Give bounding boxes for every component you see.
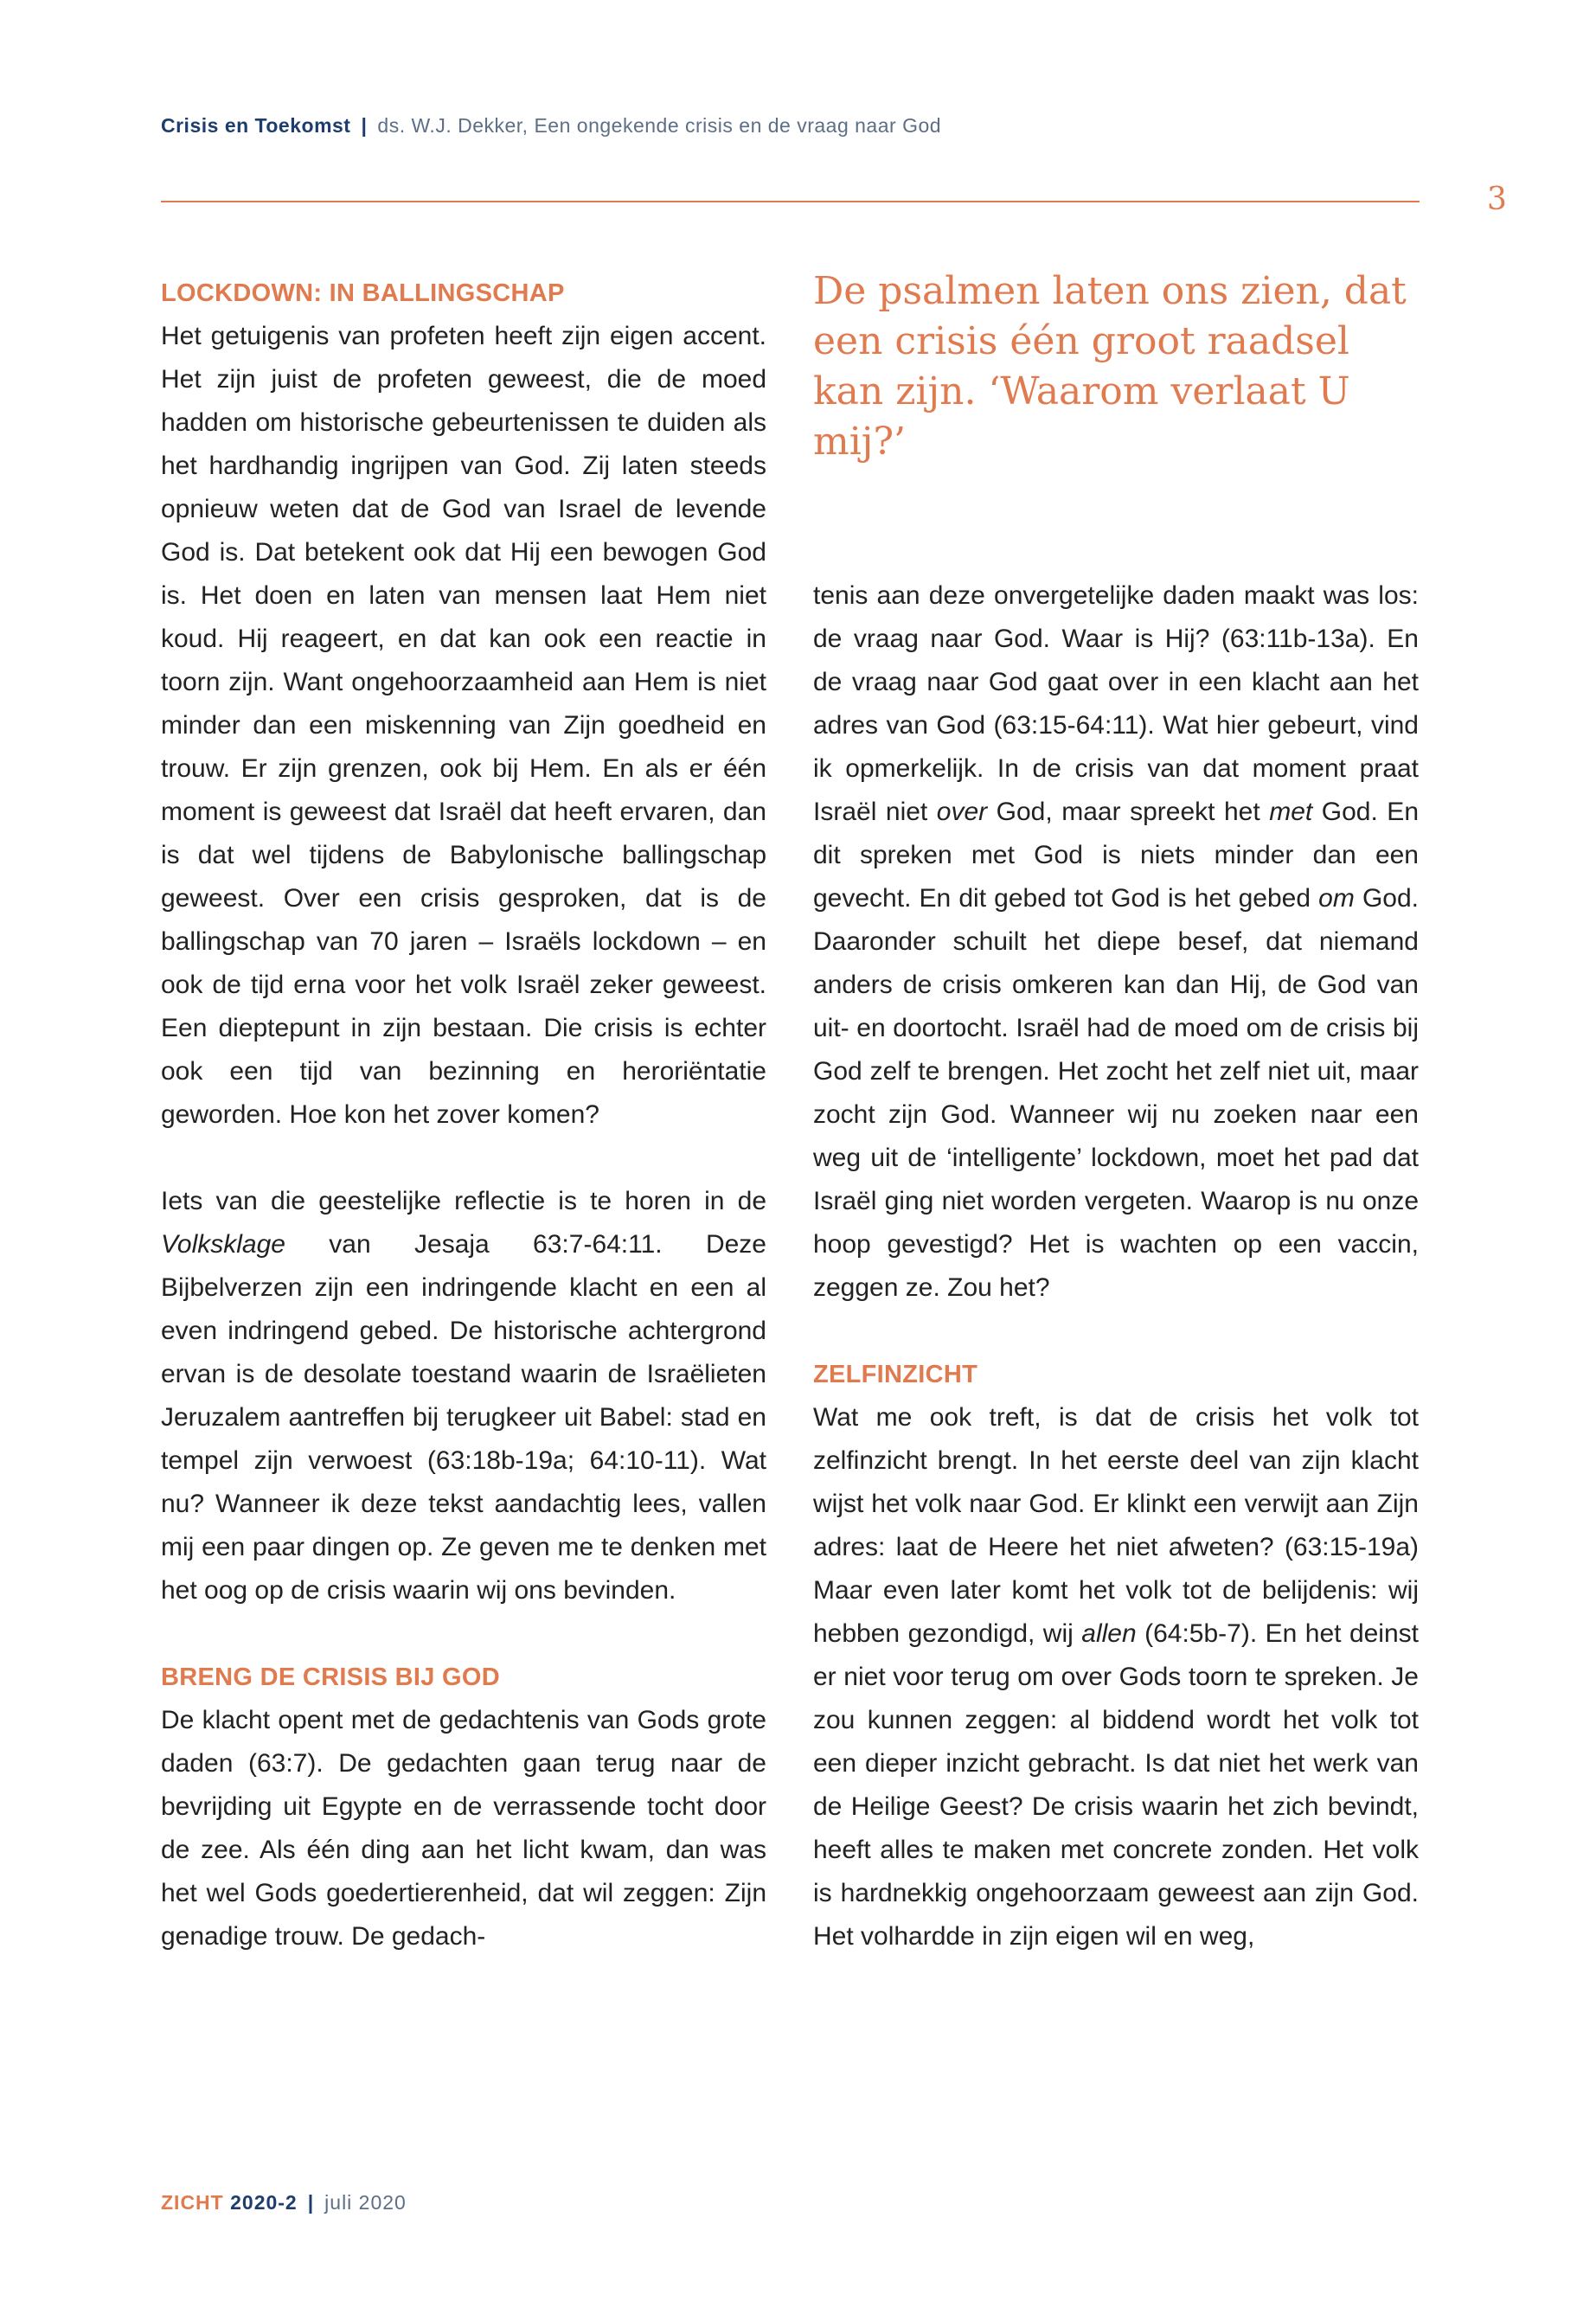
gedachtenis-part3: God. En dit spreken met God is niets minder dan een gevecht. En dit gebed tot God is het gebed (813, 798, 1420, 913)
paragraph-zelfinzicht (813, 1396, 1419, 1958)
issue-date: juli 2020 (324, 2191, 407, 2214)
left-column (161, 272, 766, 1958)
om-emphasis: om (1318, 884, 1355, 913)
running-header (161, 114, 941, 138)
section-gap (813, 1310, 1419, 1353)
met-emphasis: met (1269, 798, 1313, 826)
allen-emphasis: allen (1081, 1619, 1137, 1648)
zelfinzicht-part2: (64:5b-7). En het deinst er niet voor terug om over Gods toorn te spreken. Je zou kunnen zeggen: al biddend wordt het volk tot een dieper inzicht gebracht. Is dat niet het werk van de Heilige Geest? De crisis waarin het zich bevindt, heeft alles te maken met concrete zonden. Het volk is hardnekkig ongehoorzaam geweest aan zijn God. Het volhardde in zijn eigen wil en weg, (813, 1619, 1419, 1951)
section-heading-lockdown: LOCKDOWN: IN BALLINGSCHAP (161, 279, 565, 307)
right-column (813, 574, 1419, 1958)
footer-separator: | (307, 2191, 315, 2214)
running-footer (161, 2191, 407, 2214)
paragraph-klacht: De klacht opent met de gedachtenis van Gods grote daden (63:7). De gedachten gaan terug naar de bevrijding uit Egypte en de verrassende tocht door de zee. Als één ding aan het licht kwam, dan was het wel Gods goedertierenheid, dat wil zeggen: Zijn genadige trouw. De gedach- (161, 1706, 766, 1951)
page-number: 3 (1487, 182, 1507, 217)
paragraph-profeten: Het getuigenis van profeten heeft zijn eigen accent. Het zijn juist de profeten geweest, die de moed hadden om historische gebeurtenissen te duiden als het hardhandig ingrijpen van God. Zij laten steeds opnieuw weten dat de God van Israel de levende God is. Dat betekent ook dat Hij een bewogen God is. Het doen en laten van mensen laat Hem niet koud. Hij reageert, en dat kan ook een reactie in toorn zijn. Want ongehoorzaamheid aan Hem is niet minder dan een miskenning van Zijn goedheid en trouw. Er zijn grenzen, ook bij Hem. En als er één moment is geweest dat Israël dat heeft ervaren, dan is dat wel tijdens de Babylonische ballingschap geweest. Over een crisis gesproken, dat is de ballingschap van 70 jaren – Israëls lockdown – en ook de tijd erna voor het volk Israël zeker geweest. Een dieptepunt in zijn bestaan. Die crisis is echter ook een tijd van bezinning en heroriëntatie geworden. Hoe kon het zover komen? (161, 322, 766, 1129)
header-rule (161, 201, 1420, 202)
paragraph-gedachtenis (813, 574, 1419, 1310)
publication-title: Crisis en Toekomst (161, 114, 351, 137)
paragraph-volksklage (161, 1180, 766, 1612)
paragraph-volksklage-part2: van Jesaja 63:7-64:11. Deze Bijbelverzen zijn een indringende klacht en een al even indringend gebed. De historische achtergrond ervan is de desolate toestand waarin de Israëlieten Jeruzalem aantreffen bij terugkeer uit Babel: stad en tempel zijn verwoest (63:18b-19a; 64:10-11). Wat nu? Wanneer ik deze tekst aandachtig lees, vallen mij een paar dingen op. Ze geven me te denken met het oog op de crisis waarin wij ons bevinden. (161, 1230, 766, 1605)
section-heading-breng-de-crisis: BRENG DE CRISIS BIJ GOD (161, 1663, 501, 1691)
gedachtenis-part4: God. Daaronder schuilt het diepe besef, dat niemand anders de crisis omkeren kan dan Hij, de God van uit- en doortocht. Israël had de moed om de crisis bij God zelf te brengen. Het zocht het zelf niet uit, maar zocht zijn God. Wanneer wij nu zoeken naar een weg uit de ‘intelligente’ lockdown, moet het pad dat Israël ging niet worden vergeten. Waarop is nu onze hoop gevestigd? Het is wachten op een vaccin, zeggen ze. Zou het? (813, 884, 1420, 1302)
paragraph-volksklage-part1: Iets van die geestelijke reflectie is te horen in de (161, 1187, 766, 1215)
article-title: ds. W.J. Dekker, Een ongekende crisis en de vraag naar God (377, 114, 942, 137)
magazine-name: ZICHT (161, 2191, 224, 2214)
pull-quote: De psalmen laten ons zien, dat een crisis één groot raadsel kan zijn. ‘Waarom verlaat U mij?’ (813, 269, 1407, 464)
volksklage-emphasis: Volksklage (161, 1230, 285, 1259)
section-heading-zelfinzicht: ZELFINZICHT (813, 1361, 978, 1388)
section-gap (161, 1612, 766, 1656)
zelfinzicht-part1: Wat me ook treft, is dat de crisis het volk tot zelfinzicht brengt. In het eerste deel van zijn klacht wijst het volk naar God. Er klinkt een verwijt aan Zijn adres: laat de Heere het niet afweten? (63:15-19a) Maar even later komt het volk tot de belijdenis: wij hebben gezondigd, wij (813, 1403, 1419, 1648)
issue-number: 2020-2 (230, 2191, 298, 2214)
header-separator: | (361, 114, 368, 137)
gedachtenis-part2: God, maar spreekt het (987, 798, 1270, 826)
gedachtenis-part1: tenis aan deze onvergetelijke daden maakt was los: de vraag naar God. Waar is Hij? (63:11b-13a). En de vraag naar God gaat over in een klacht aan het adres van God (63:15-64:11). Wat hier gebeurt, vind ik opmerkelijk. In de crisis van dat moment praat Israël niet (813, 581, 1419, 826)
over-emphasis: over (936, 798, 988, 826)
